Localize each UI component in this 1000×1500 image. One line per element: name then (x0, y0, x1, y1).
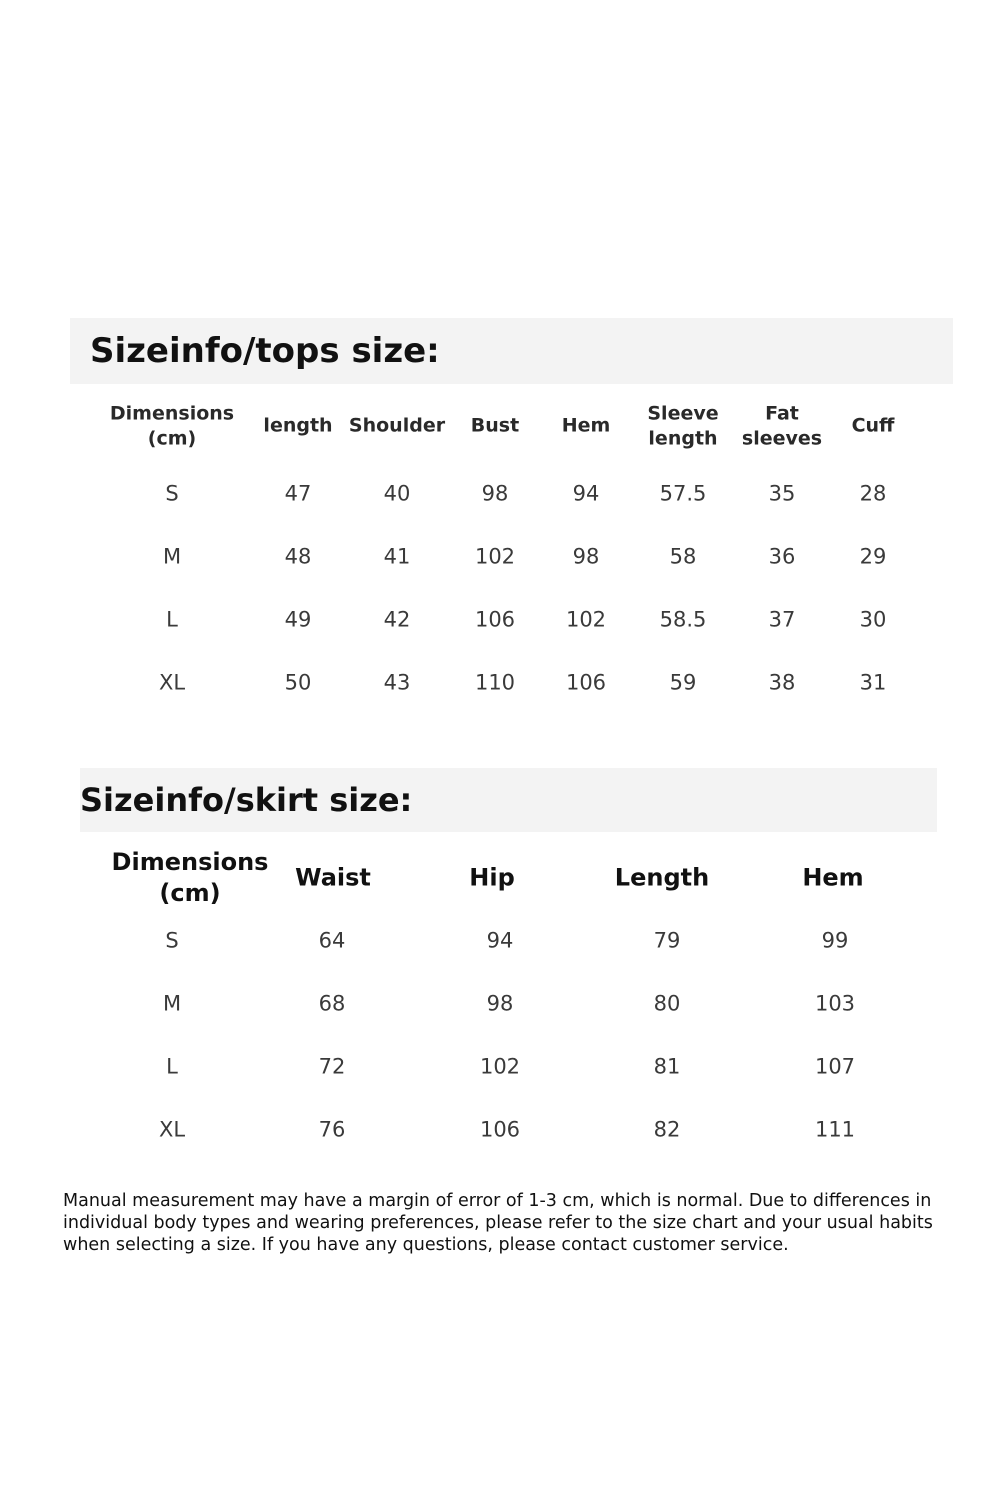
skirt-size-label: L (166, 1054, 178, 1079)
tops-size-title: Sizeinfo/tops size: (90, 331, 440, 371)
tops-table-cell: 37 (768, 607, 796, 632)
tops-table-cell: 48 (284, 544, 312, 569)
tops-size-label: M (162, 544, 182, 569)
tops-column-header: Fat sleeves (741, 402, 823, 449)
skirt-table-cell: 81 (653, 1054, 681, 1079)
tops-table-cell: 57.5 (659, 481, 707, 506)
skirt-table-cell: 106 (479, 1117, 521, 1142)
tops-table-cell: 38 (768, 670, 796, 695)
skirt-table-cell: 102 (479, 1054, 521, 1079)
tops-table-cell: 30 (859, 607, 887, 632)
tops-column-header: Hem (561, 414, 611, 437)
tops-column-header: Sleeve length (647, 402, 719, 449)
tops-table-cell: 106 (565, 670, 607, 695)
skirt-table-cell: 79 (653, 928, 681, 953)
tops-table-cell: 43 (383, 670, 411, 695)
skirt-size-title: Sizeinfo/skirt size: (80, 781, 413, 819)
skirt-table-cell: 98 (486, 991, 514, 1016)
skirt-table-cell: 107 (814, 1054, 856, 1079)
measurement-disclaimer: Manual measurement may have a margin of error of 1-3 cm, which is normal. Due to differences in individual body types and wearing preferences, please refer to the size chart and your usual habits when selecting a size. If you have any questions, please contact customer service. (63, 1191, 933, 1255)
tops-table-cell: 102 (565, 607, 607, 632)
skirt-column-header: Hip (469, 863, 515, 892)
tops-size-label: L (166, 607, 178, 632)
skirt-table-cell: 76 (318, 1117, 346, 1142)
tops-column-header: Bust (470, 414, 520, 437)
tops-table-cell: 50 (284, 670, 312, 695)
tops-table-cell: 41 (383, 544, 411, 569)
tops-table-cell: 59 (669, 670, 697, 695)
tops-table-cell: 42 (383, 607, 411, 632)
skirt-table-cell: 64 (318, 928, 346, 953)
skirt-size-label: XL (158, 1117, 186, 1142)
skirt-table-cell: 99 (821, 928, 849, 953)
skirt-size-label: S (165, 928, 179, 953)
skirt-table-cell: 94 (486, 928, 514, 953)
skirt-table-cell: 82 (653, 1117, 681, 1142)
tops-size-label: XL (158, 670, 186, 695)
tops-table-cell: 29 (859, 544, 887, 569)
skirt-table-cell: 72 (318, 1054, 346, 1079)
skirt-column-header: Waist (295, 863, 371, 892)
tops-table-cell: 35 (768, 481, 796, 506)
tops-column-header: length (263, 414, 333, 437)
tops-table-cell: 40 (383, 481, 411, 506)
skirt-section-header (80, 768, 937, 832)
tops-column-header: Shoulder (348, 414, 446, 437)
tops-table-cell: 106 (474, 607, 516, 632)
skirt-column-header: Dimensions (cm) (111, 847, 269, 907)
tops-table-cell: 98 (572, 544, 600, 569)
skirt-column-header: Hem (802, 863, 864, 892)
skirt-column-header: Length (614, 863, 710, 892)
skirt-table-cell: 103 (814, 991, 856, 1016)
tops-table-cell: 102 (474, 544, 516, 569)
tops-table-cell: 36 (768, 544, 796, 569)
tops-table-cell: 98 (481, 481, 509, 506)
tops-section-header (70, 318, 953, 384)
tops-table-cell: 94 (572, 481, 600, 506)
skirt-size-label: M (162, 991, 182, 1016)
tops-table-cell: 58.5 (659, 607, 707, 632)
tops-table-cell: 47 (284, 481, 312, 506)
tops-table-cell: 110 (474, 670, 516, 695)
tops-table-cell: 49 (284, 607, 312, 632)
tops-table-cell: 31 (859, 670, 887, 695)
tops-size-label: S (165, 481, 179, 506)
tops-column-header: Dimensions (cm) (109, 402, 235, 449)
tops-column-header: Cuff (851, 414, 895, 437)
skirt-table-cell: 80 (653, 991, 681, 1016)
skirt-table-cell: 111 (814, 1117, 856, 1142)
tops-table-cell: 58 (669, 544, 697, 569)
tops-table-cell: 28 (859, 481, 887, 506)
skirt-table-cell: 68 (318, 991, 346, 1016)
